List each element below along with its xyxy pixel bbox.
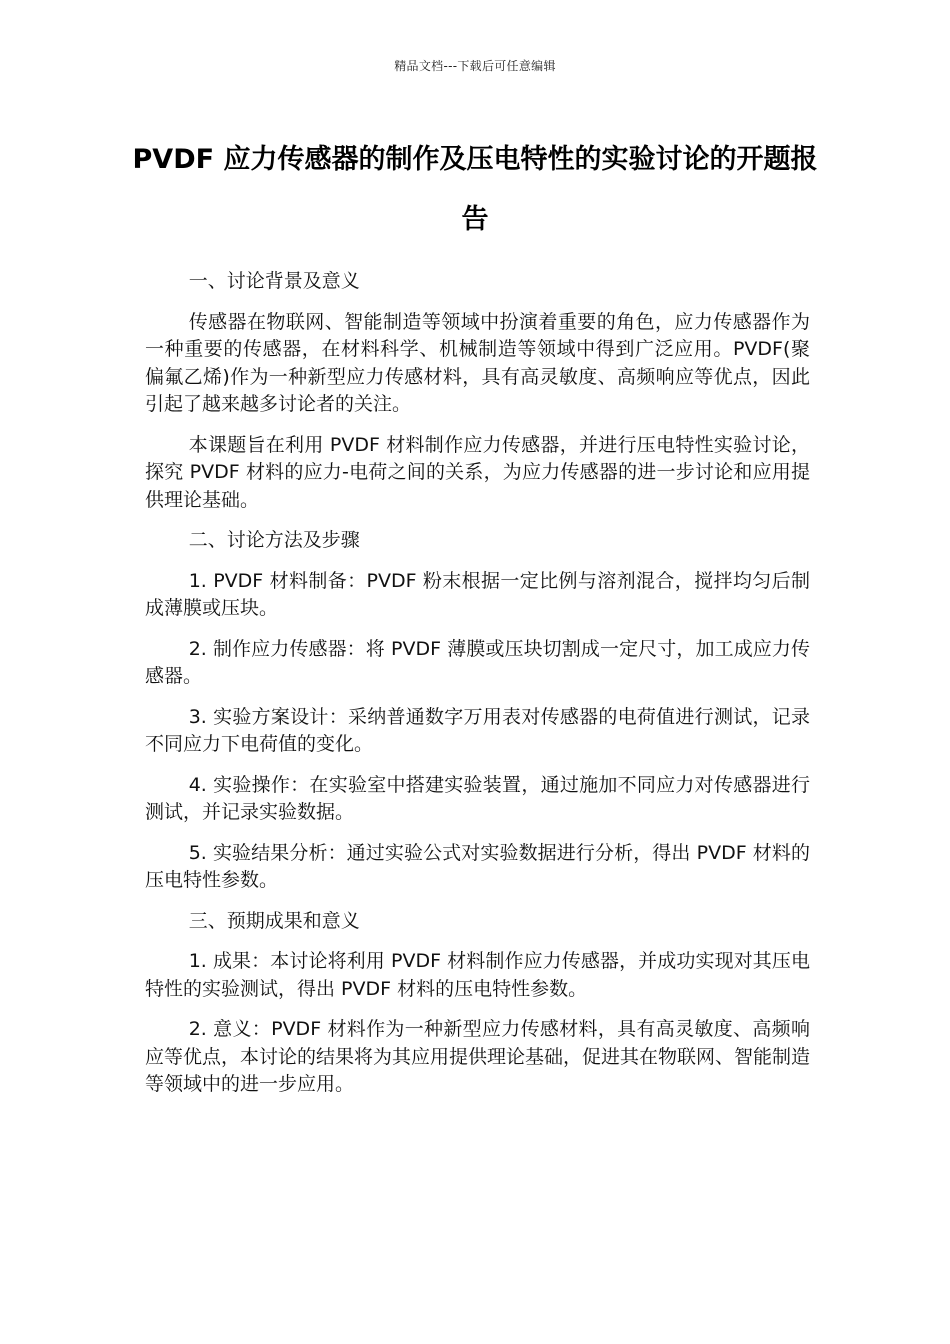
document-body	[145, 268, 810, 1112]
method-step-2: 2. 制作应力传感器：将 PVDF 薄膜或压块切割成一定尺寸，加工成应力传感器。	[145, 637, 810, 687]
paragraph-background-2: 本课题旨在利用 PVDF 材料制作应力传感器，并进行压电特性实验讨论，探究 PVDF 材料的应力-电荷之间的关系，为应力传感器的进一步讨论和应用提供理论基础。	[145, 433, 810, 511]
section-heading-outcomes: 三、预期成果和意义	[188, 909, 360, 932]
section-heading-background: 一、讨论背景及意义	[188, 270, 360, 292]
method-step-3: 3. 实验方案设计：采纳普通数字万用表对传感器的电荷值进行测试，记录不同应力下电荷值的变化。	[145, 705, 810, 755]
method-step-4: 4. 实验操作：在实验室中搭建实验装置，通过施加不同应力对传感器进行测试，并记录实验数据。	[145, 773, 810, 823]
paragraph-background-1: 传感器在物联网、智能制造等领域中扮演着重要的角色，应力传感器作为一种重要的传感器，在材料科学、机械制造等领域中得到广泛应用。PVDF(聚偏氟乙烯)作为一种新型应力传感材料，具有高灵敏度、高频响应等优点，因此引起了越来越多讨论者的关注。	[145, 310, 810, 415]
method-step-1: 1. PVDF 材料制备：PVDF 粉末根据一定比例与溶剂混合，搅拌均匀后制成薄膜或压块。	[145, 569, 810, 619]
outcome-item-1: 1. 成果：本讨论将利用 PVDF 材料制作应力传感器，并成功实现对其压电特性的实验测试，得出 PVDF 材料的压电特性参数。	[145, 950, 810, 1000]
method-step-5: 5. 实验结果分析：通过实验公式对实验数据进行分析，得出 PVDF 材料的压电特性参数。	[145, 841, 810, 891]
section-heading-methods: 二、讨论方法及步骤	[188, 529, 360, 551]
header-note: 精品文档---下载后可任意编辑	[394, 59, 556, 73]
outcome-item-2: 2. 意义：PVDF 材料作为一种新型应力传感材料，具有高灵敏度、高频响应等优点，本讨论的结果将为其应用提供理论基础，促进其在物联网、智能制造等领域中的进一步应用。	[145, 1018, 811, 1095]
document-title: PVDF 应力传感器的制作及压电特性的实验讨论的开题报告	[132, 144, 818, 235]
